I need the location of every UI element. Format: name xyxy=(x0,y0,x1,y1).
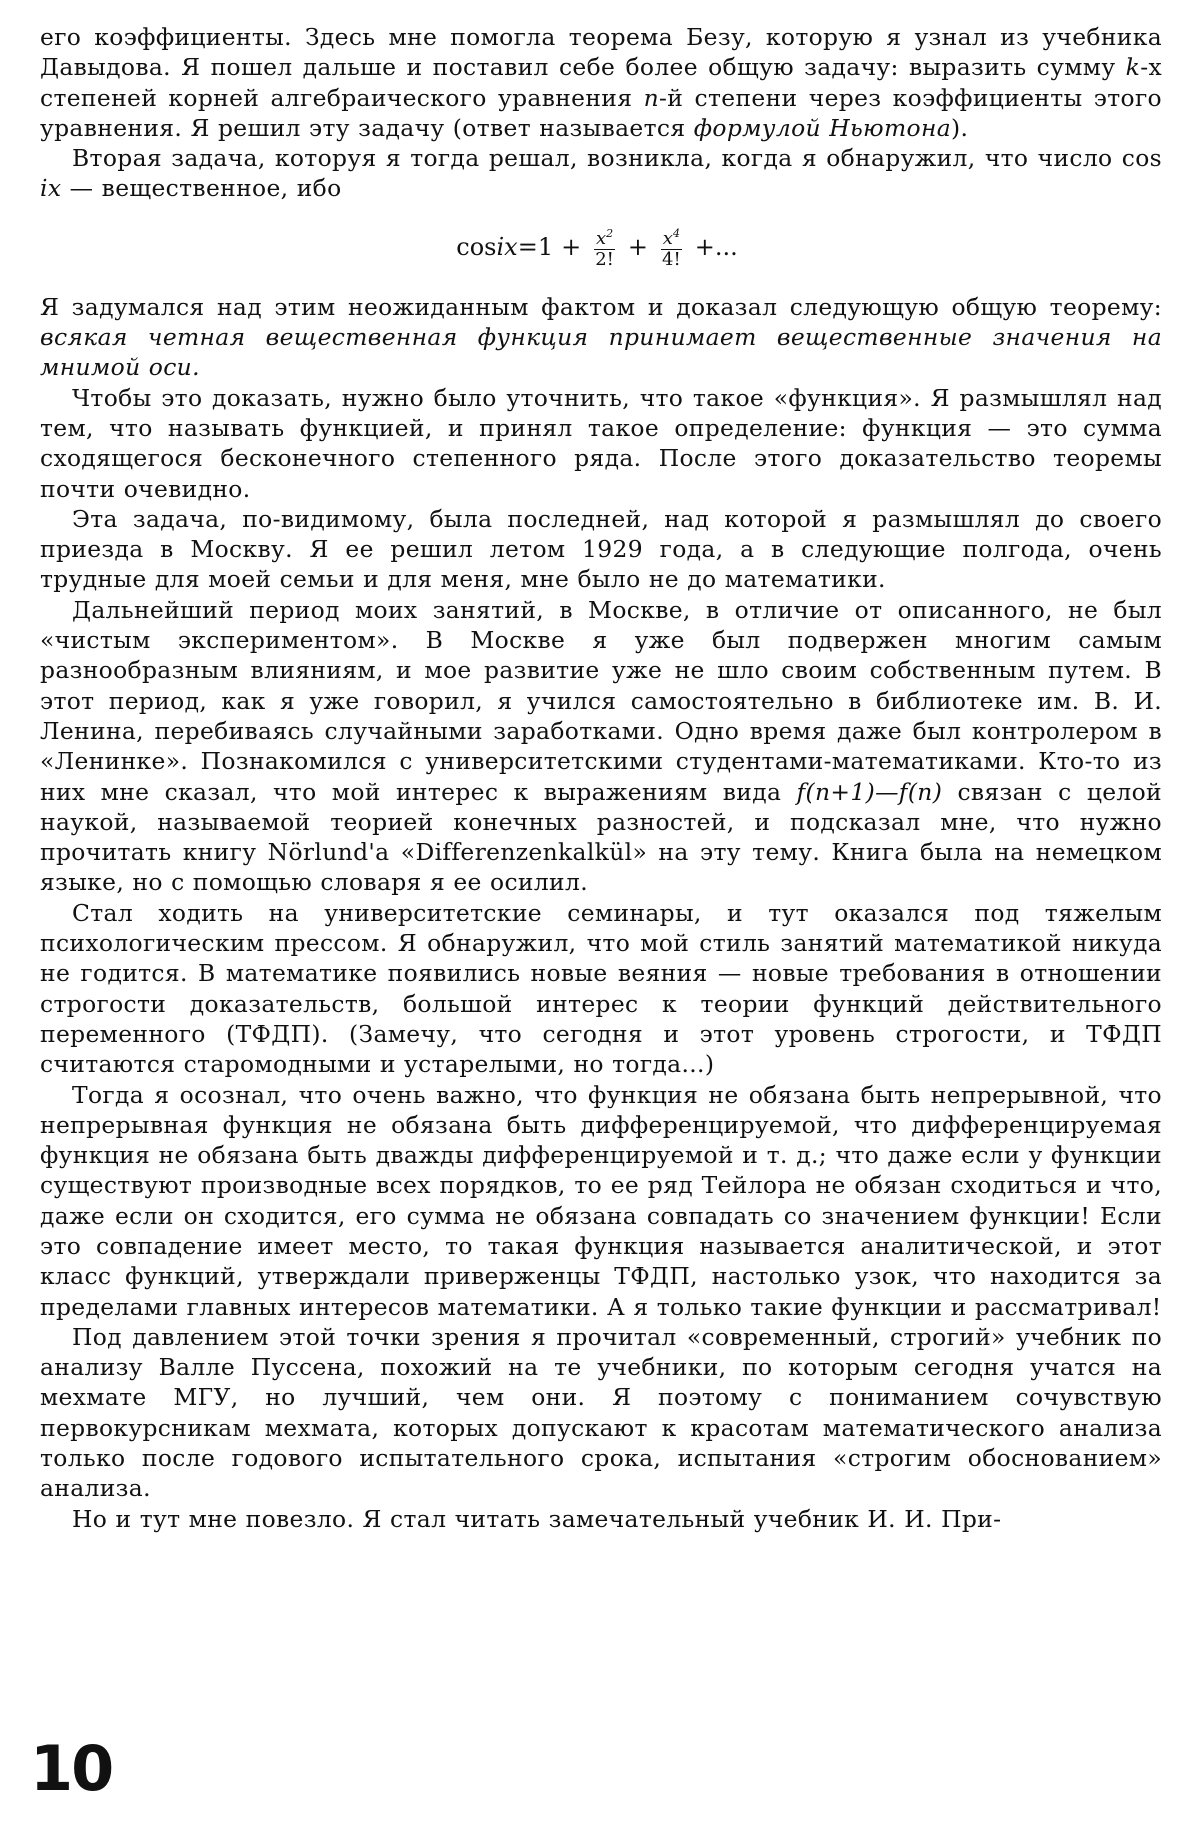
paragraph-1: его коэффициенты. Здесь мне помогла теорема Безу, которую я узнал из учебника Давыдова. Я пошел дальше и поставил себе более общую задачу: выразить сумму k-х степеней корней алгебраического уравнения n-й степени через коэффициенты этого уравнения. Я решил эту задачу (ответ называется формулой Ньютона). xyxy=(40,23,1162,142)
variable-k: k xyxy=(1125,53,1141,82)
paragraph-6: Дальнейший период моих занятий, в Москве, в отличие от описанного, не был «чистым экспериментом». В Москве я уже был подвержен многим самым разнообразным влияниям, и мое развитие уже не шло своим собственным путем. В этот период, как я уже говорил, я учился самостоятельно в библиотеке им. В. И. Ленина, перебиваясь случайными заработками. Одно время даже был контролером в «Ленинке». Познакомился с университетскими студентами-математиками. Кто-то из них мне сказал, что мой интерес к выражениям вида f(n+1)—f(n) связан с целой наукой, называемой теорией конечных разностей, и подсказал мне, что нужно прочитать книгу Nörlund'a «Differenzenkalkül» на эту тему. Книга была на немецком языке, но с помощью словаря я ее осилил. xyxy=(40,595,1163,897)
paragraph-2: Вторая задача, которуя я тогда решал, возникла, когда я обнаружил, что число cos ix — вещественное, ибо xyxy=(40,144,1162,203)
paragraph-10: Но и тут мне повезло. Я стал читать замечательный учебник И. И. При- xyxy=(72,1504,1002,1533)
paragraph-3: Я задумался над этим неожиданным фактом и доказал следующую общую теорему: всякая четная вещественная функция принимает вещественные значения на мнимой оси. xyxy=(40,292,1162,382)
paragraph-7: Стал ходить на университетские семинары, и тут оказался под тяжелым психологическим прессом. Я обнаружил, что мой стиль занятий математикой никуда не годится. В математике появились новые веяния — новые требования в отношении строгости доказательств, большой интерес к теории функций действительного переменного (ТФДП). (Замечу, что сегодня и этот уровень строгости, и ТФДП считаются старомодными и устарелыми, но тогда...) xyxy=(40,898,1162,1079)
page-body xyxy=(40,22,1162,1534)
paragraph-5: Эта задача, по-видимому, была последней, над которой я размышлял до своего приезда в Москву. Я ее решил летом 1929 года, а в следующие полгода, очень трудные для моей семьи и для меня, мне было не до математики. xyxy=(40,504,1162,594)
cos-series-formula: cos ix =1 + $\frac{x^2}{2!}$ + $\frac{x^4}{4!}$ +... xyxy=(40,206,1162,288)
variable-n: n xyxy=(643,83,660,112)
theorem-statement: всякая четная вещественная функция принимает вещественные значения на мнимой оси. xyxy=(40,323,1162,382)
variable-ix: ix xyxy=(40,174,62,203)
fraction-x4-over-4fact: $\frac{x^4}{4!}$ xyxy=(660,224,683,270)
paragraph-9: Под давлением этой точки зрения я прочитал «современный, строгий» учебник по анализу Валле Пуссена, похожий на те учебники, по которым сегодня учатся на мехмате МГУ, но лучший, чем они. Я поэтому с пониманием сочувствую первокурсникам мехмата, которых допускают к красотам математического анализа только после годового испытательного срока, испытания «строгим обоснованием» анализа. xyxy=(40,1322,1162,1503)
fraction-x2-over-2fact: $\frac{x^2}{2!}$ xyxy=(593,224,616,270)
page-number: 10 xyxy=(30,1732,113,1805)
difference-expression: f(n+1)—f(n) xyxy=(796,777,943,806)
newton-formula-term: формулой Ньютона xyxy=(693,113,951,142)
paragraph-4: Чтобы это доказать, нужно было уточнить, что такое «функция». Я размышлял над тем, что называть функцией, и принял такое определение: функция — это сумма сходящегося бесконечного степенного ряда. После этого доказательство теоремы почти очевидно. xyxy=(40,383,1162,503)
paragraph-8: Тогда я осознал, что очень важно, что функция не обязана быть непрерывной, что непрерывная функция не обязана быть дифференцируемой, что дифференцируемая функция не обязана быть дважды дифференцируемой и т. д.; что даже если у функции существуют производные всех порядков, то ее ряд Тейлора не обязан сходиться и что, даже если он сходится, его сумма не обязана совпадать со значением функции! Если это совпадение имеет место, то такая функция называется аналитической, и этот класс функций, утверждали приверженцы ТФДП, настолько узок, что находится за пределами главных интересов математики. А я только такие функции и рассматривал! xyxy=(40,1080,1162,1321)
